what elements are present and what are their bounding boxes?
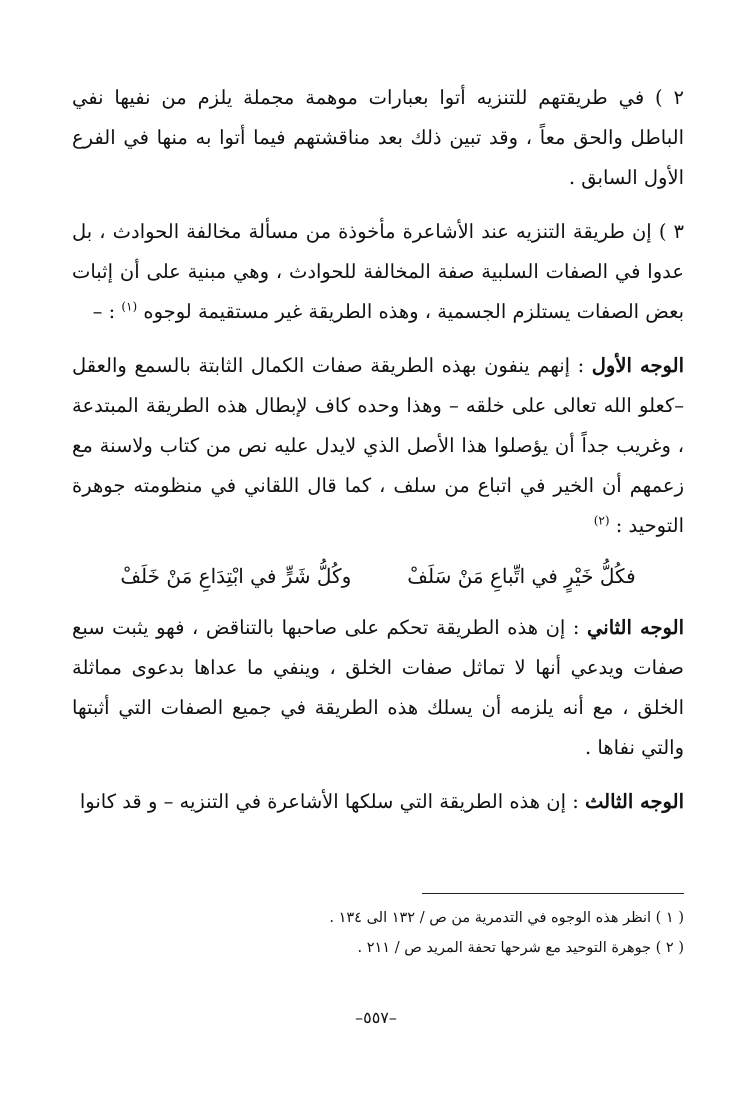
- footnote-reference-2[interactable]: (٢): [593, 513, 610, 528]
- aspect-heading: الوجه الثالث: [584, 790, 684, 813]
- paragraph-point-3: [72, 212, 684, 332]
- paragraph-text: : إن هذه الطريقة تحكم على صاحبها بالتناقض ، فهو يثبت سبع صفات ويدعي أنها لا تماثل صفات الخلق ، وينفي ما عداها بدعوى مماثلة الخلق ، مع أنه يلزمه أن يسلك هذه الطريقة في جميع الصفات التي أثبتها والتي نفاها .: [72, 616, 684, 759]
- paragraph-point-2: [72, 78, 684, 198]
- footnote-2: ( ٢ ) جوهرة التوحيد مع شرحها تحفة المريد ص / ٢١١ .: [357, 940, 684, 956]
- page-number: –٥٥٧–: [355, 1008, 397, 1027]
- paragraph-text: : إنهم ينفون بهذه الطريقة صفات الكمال الثابتة بالسمع والعقل –كعلو الله تعالى على خلقه – وهذا وحده كاف لإبطال هذه الطريقة المبتدعة ، وغريب جداً أن يؤصلوا هذا الأصل الذي لايدل عليه نص من كتاب ولاسنة مع زعمهم أن الخير في اتباع من سلف ، كما قال اللقاني في منظومته جوهرة التوحيد :: [72, 354, 684, 537]
- paragraph-text: : إن هذه الطريقة التي سلكها الأشاعرة في التنزيه – و قد كانوا: [79, 790, 579, 813]
- paragraph-first-aspect: [72, 346, 684, 546]
- aspect-heading: الوجه الثاني: [587, 616, 684, 639]
- paragraph-second-aspect: [72, 608, 684, 768]
- paragraph-tail: : –: [92, 300, 116, 323]
- aspect-heading: الوجه الأول: [591, 354, 684, 377]
- footnote-divider: [422, 893, 684, 894]
- main-text: [72, 78, 684, 836]
- verse-second-hemistich: وكُلُّ شَرٍّ في ابْتِدَاعِ مَنْ خَلَفْ: [120, 564, 352, 588]
- footnote-reference-1[interactable]: (١): [121, 299, 138, 314]
- footnotes: [72, 903, 684, 963]
- paragraph-third-aspect: [72, 782, 684, 822]
- footnote-1: ( ١ ) انظر هذه الوجوه في التدمرية من ص / ١٣٢ الى ١٣٤ .: [329, 910, 684, 926]
- verse-first-hemistich: فكُلُّ خَيْرٍ في اتِّباعِ مَنْ سَلَفْ: [407, 564, 636, 588]
- paragraph-text: ٢ ) في طريقتهم للتنزيه أتوا بعبارات موهمة مجملة يلزم من نفيها نفي الباطل والحق معاً ، وقد تبين ذلك بعد مناقشتهم فيما أتوا به منها في الفرع الأول السابق .: [72, 86, 684, 189]
- poetry-verse: [72, 554, 684, 598]
- paragraph-text: ٣ ) إن طريقة التنزيه عند الأشاعرة مأخوذة من مسألة مخالفة الحوادث ، بل عدوا في الصفات السلبية صفة المخالفة للحوادث ، وهي مبنية على أن إثبات بعض الصفات يستلزم الجسمية ، وهذه الطريقة غير مستقيمة لوجوه: [72, 220, 684, 323]
